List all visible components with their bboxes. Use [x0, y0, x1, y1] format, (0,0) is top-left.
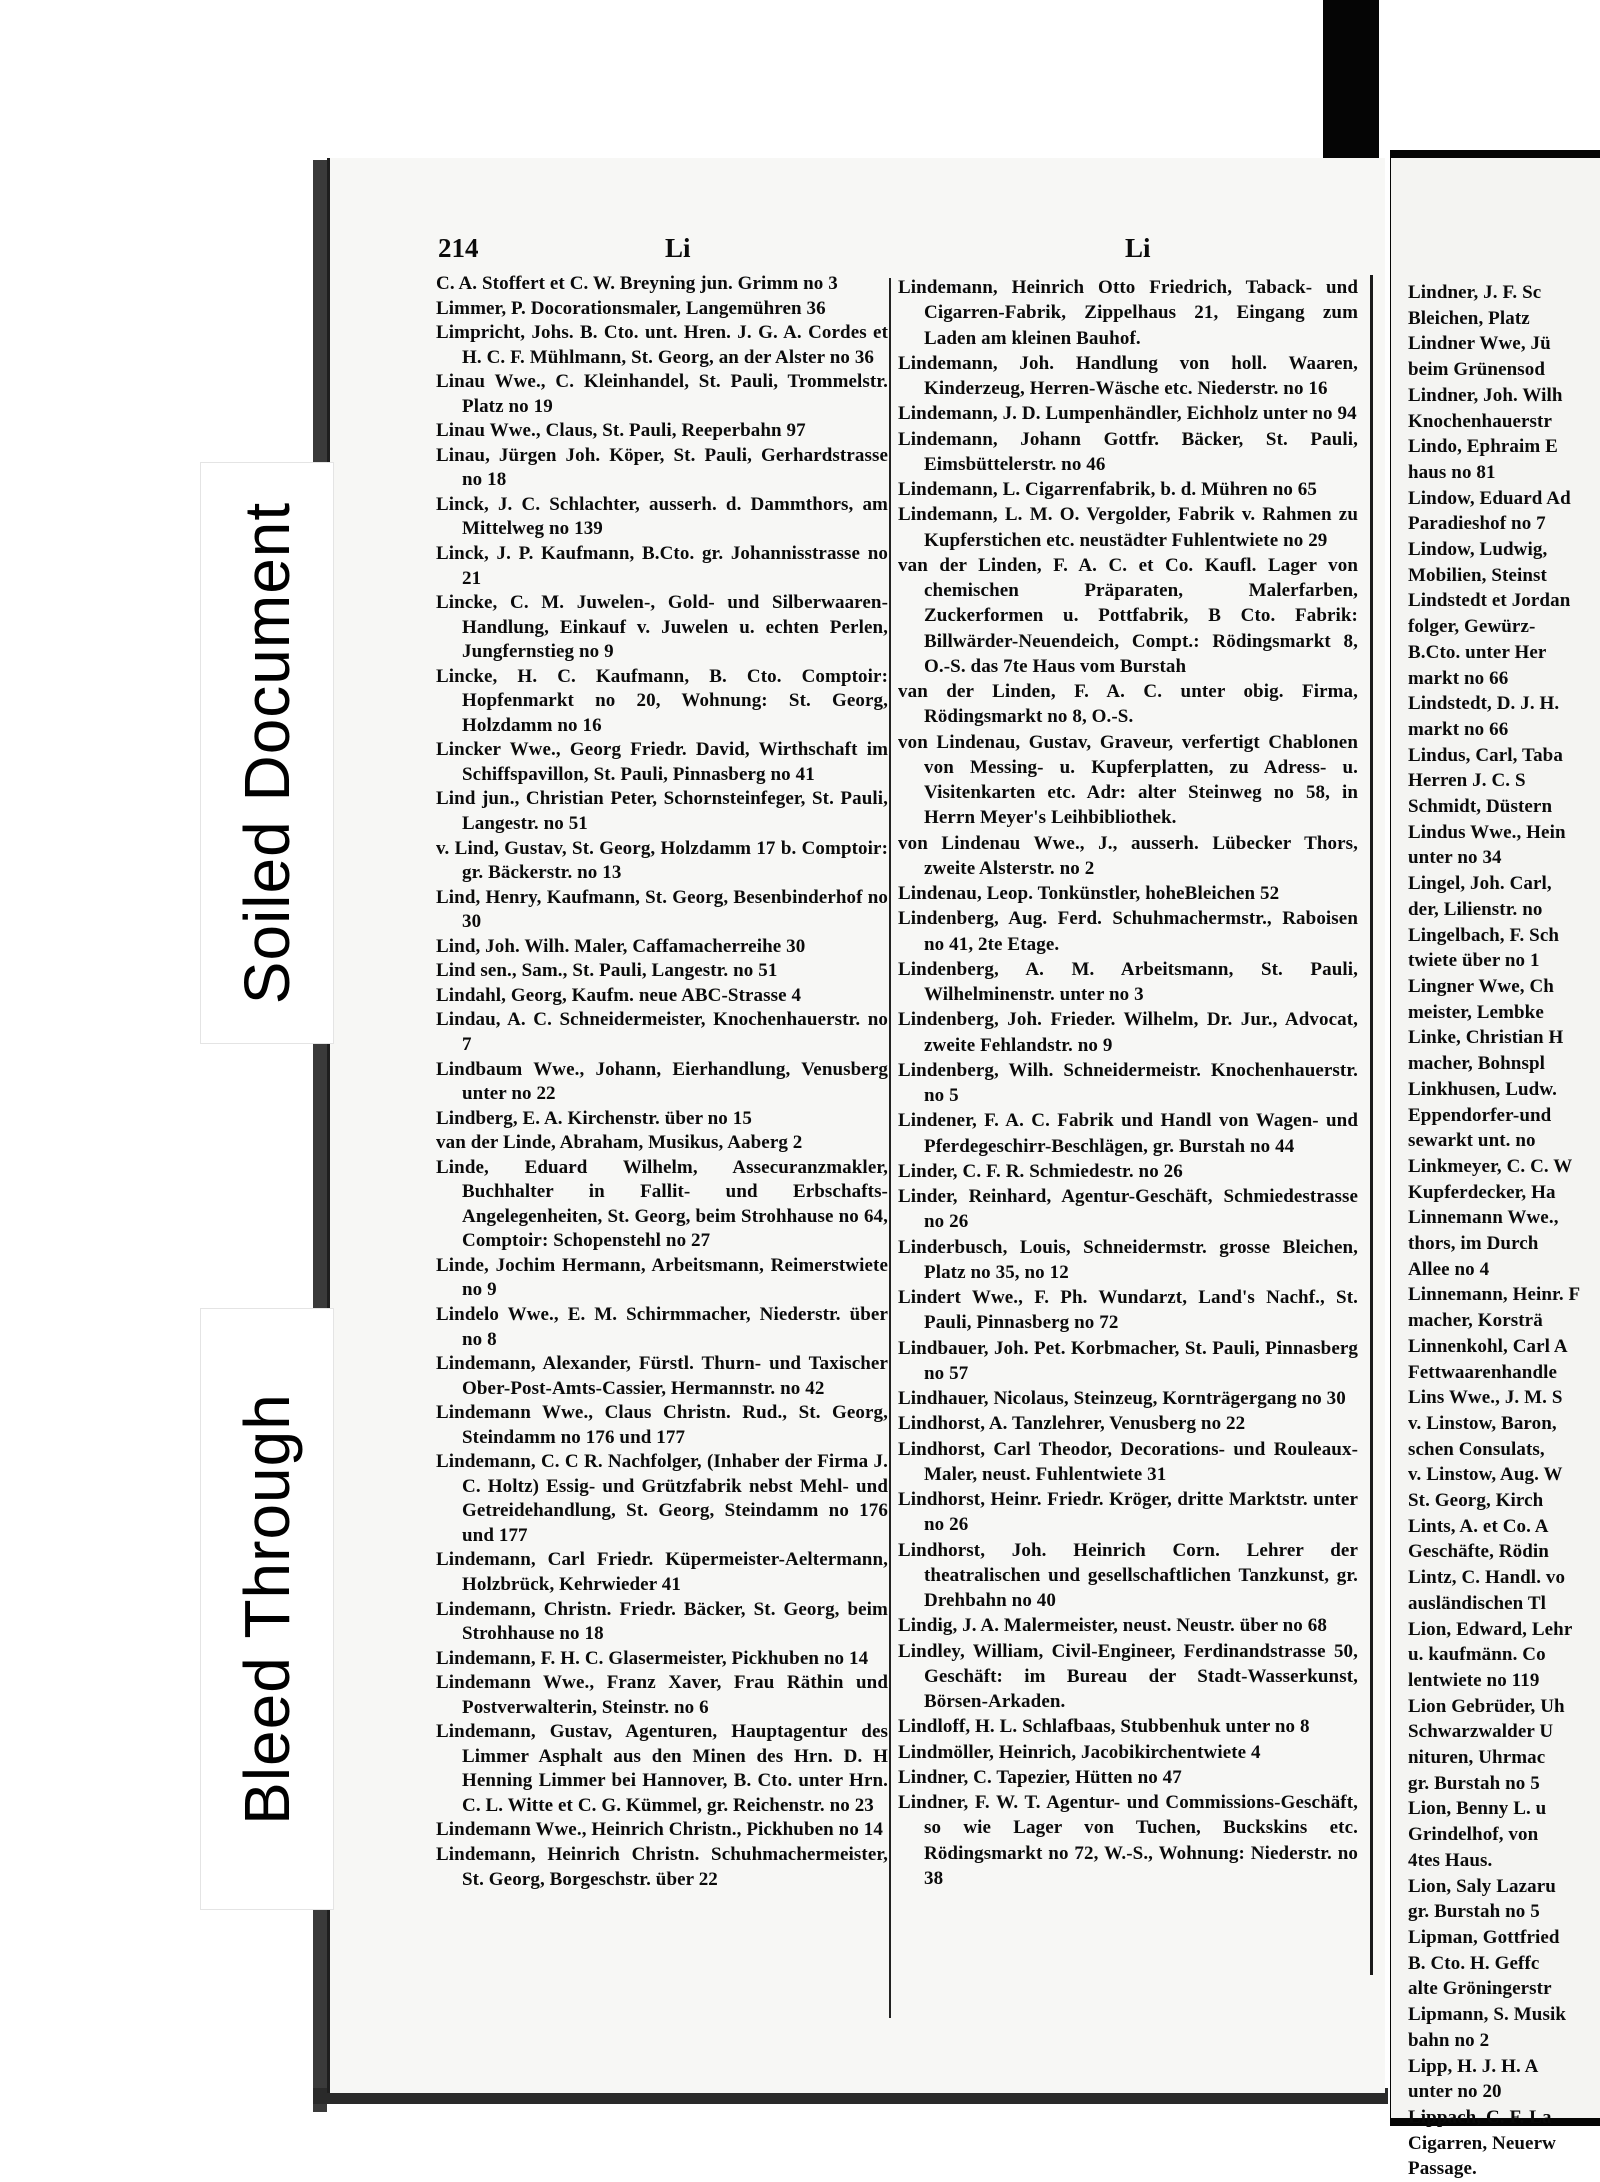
directory-entry: Lindhorst, A. Tanzlehrer, Venusberg no 22: [898, 1413, 1246, 1435]
directory-entry: Lipp, H. J. H. A: [1408, 2055, 1539, 2077]
directory-entry: v. Linstow, Aug. W: [1408, 1464, 1563, 1486]
directory-entry: Lind jun., Christian Peter, Schornsteinfeger, St. Pauli, Langestr. no 51: [436, 788, 888, 835]
directory-entry: Lindberg, E. A. Kirchenstr. über no 15: [436, 1107, 752, 1129]
directory-entry: Lindemann, Heinrich Otto Friedrich, Taback- und Cigarren-Fabrik, Zippelhaus 21, Eingang zum Laden am kleinen Bauhof.: [898, 277, 1358, 349]
directory-entry: v. Linstow, Baron,: [1408, 1412, 1557, 1434]
middle-column: [898, 275, 1358, 2030]
directory-entry: Eppendorfer-und: [1408, 1104, 1552, 1126]
directory-entry: meister, Lembke: [1408, 1001, 1544, 1023]
directory-entry: Lingel, Joh. Carl,: [1408, 873, 1552, 895]
directory-entry: markt no 66: [1408, 667, 1509, 689]
directory-entry: B.Cto. unter Her: [1408, 641, 1547, 663]
directory-entry: Linnemann, Heinr. F: [1408, 1284, 1581, 1306]
directory-entry: Lindau, A. C. Schneidermeister, Knochenhauerstr. no 7: [436, 1009, 888, 1055]
directory-entry: beim Grünensod: [1408, 359, 1546, 381]
directory-entry: Limpricht, Johs. B. Cto. unt. Hren. J. G. A. Cordes et H. C. F. Mühlmann, St. Georg, an der Alster no 36: [436, 322, 888, 368]
directory-entry: Lindner, C. Tapezier, Hütten no 47: [898, 1766, 1182, 1788]
directory-entry: 4tes Haus.: [1408, 1849, 1493, 1871]
directory-entry: van der Linden, F. A. C. unter obig. Firma, Rödingsmarkt no 8, O.-S.: [898, 681, 1358, 728]
directory-entry: Lindenberg, A. M. Arbeitsmann, St. Pauli, Wilhelminenstr. unter no 3: [898, 958, 1358, 1005]
directory-entry: Lindner, Joh. Wilh: [1408, 384, 1563, 406]
directory-entry: Lindhorst, Heinr. Friedr. Kröger, dritte Marktstr. unter no 26: [898, 1489, 1358, 1536]
directory-entry: Lindstedt, D. J. H.: [1408, 693, 1560, 715]
directory-entry: Schmidt, Düstern: [1408, 796, 1553, 818]
directory-entry: Lincker Wwe., Georg Friedr. David, Wirthschaft im Schiffspavillon, St. Pauli, Pinnasberg no 41: [436, 739, 888, 785]
directory-entry: Lindemann, C. C R. Nachfolger, (Inhaber der Firma J. C. Holtz) Essig- und Grützfabrik nebst Mehl- und Getreidehandlung, St. Georg, Steindamm no 176 und 177: [436, 1451, 888, 1546]
directory-entry: v. Lind, Gustav, St. Georg, Holzdamm 17 b. Comptoir: gr. Bäckerstr. no 13: [436, 837, 888, 884]
page-number: 214: [438, 233, 479, 263]
directory-entry: sewarkt unt. no: [1408, 1130, 1536, 1152]
directory-entry: Lindelo Wwe., E. M. Schirmmacher, Niederstr. über no 8: [436, 1303, 888, 1350]
directory-entry: Lindemann, J. D. Lumpenhändler, Eichholz unter no 94: [898, 403, 1357, 425]
directory-entry: Linck, J. C. Schlachter, ausserh. d. Dammthors, am Mittelweg no 139: [436, 493, 888, 540]
directory-entry: Lion, Edward, Lehr: [1408, 1618, 1573, 1640]
directory-entry: Lindenberg, Wilh. Schneidermeistr. Knochenhauerstr. no 5: [898, 1059, 1358, 1106]
directory-entry: twiete über no 1: [1408, 950, 1540, 972]
directory-entry: Lindig, J. A. Malermeister, neust. Neustr. über no 68: [898, 1615, 1327, 1637]
directory-entry: Herren J. C. S: [1408, 770, 1526, 792]
directory-entry: Lipmann, S. Musik: [1408, 2004, 1566, 2026]
directory-entry: Lindenberg, Aug. Ferd. Schuhmachermstr., Raboisen no 41, 2te Etage.: [898, 908, 1358, 955]
directory-entry: Lind, Henry, Kaufmann, St. Georg, Besenbinderhof no 30: [436, 886, 888, 933]
directory-entry: Grindelhof, von: [1408, 1824, 1539, 1846]
directory-entry: van der Linde, Abraham, Musikus, Aaberg 2: [436, 1132, 803, 1154]
directory-entry: Lindenberg, Joh. Frieder. Wilhelm, Dr. Jur., Advocat, zweite Fehlandstr. no 9: [898, 1009, 1358, 1056]
directory-entry: macher, Bohnspl: [1408, 1053, 1545, 1075]
directory-entry: Linau Wwe., C. Kleinhandel, St. Pauli, Trommelstr. Platz no 19: [436, 371, 888, 417]
directory-entry: ausländischen Tl: [1408, 1592, 1547, 1614]
directory-entry: Lindener, F. A. C. Fabrik und Handl von Wagen- und Pferdegeschirr-Beschlägen, gr. Burstah no 44: [898, 1110, 1358, 1157]
directory-entry: markt no 66: [1408, 718, 1509, 740]
directory-entry: Lindhorst, Joh. Heinrich Corn. Lehrer der theatralischen und gesellschaftlichen Tanzkunst, gr. Drehbahn no 40: [898, 1539, 1358, 1611]
directory-entry: Linck, J. P. Kaufmann, B.Cto. gr. Johannisstrasse no 21: [436, 543, 888, 589]
directory-entry: Lindemann Wwe., Heinrich Christn., Pickhuben no 14: [436, 1819, 884, 1841]
directory-entry: Linder, C. F. R. Schmiedestr. no 26: [898, 1160, 1183, 1182]
directory-entry: Lion Gebrüder, Uh: [1408, 1695, 1565, 1717]
directory-entry: Kupferdecker, Ha: [1408, 1181, 1556, 1203]
directory-entry: Lindemann, L. M. O. Vergolder, Fabrik v. Rahmen zu Kupferstichen etc. neustädter Fuhlentwiete no 29: [898, 504, 1358, 551]
directory-entry: Linderbusch, Louis, Schneidermstr. grosse Bleichen, Platz no 35, no 12: [898, 1236, 1358, 1283]
directory-entry: Lindner, F. W. T. Agentur- und Commissions-Geschäft, so wie Lager von Tuchen, Buckskins etc. Rödingsmarkt no 72, W.-S., Wohnung: Niederstr. no 38: [898, 1792, 1358, 1889]
directory-entry: Lindemann, Christn. Friedr. Bäcker, St. Georg, beim Strohhause no 18: [436, 1598, 888, 1645]
directory-entry: Lindo, Ephraim E: [1408, 436, 1558, 458]
directory-entry: Geschäfte, Rödin: [1408, 1541, 1549, 1563]
directory-entry: lentwiete no 119: [1408, 1669, 1540, 1691]
directory-entry: Lindahl, Georg, Kaufm. neue ABC-Strasse 4: [436, 984, 802, 1006]
directory-entry: unter no 20: [1408, 2081, 1502, 2103]
directory-entry: Passage.: [1408, 2158, 1477, 2180]
directory-entry: Allee no 4: [1408, 1258, 1490, 1280]
directory-entry: Lindemann, Joh. Handlung von holl. Waaren, Kinderzeug, Herren-Wäsche etc. Niederstr. no 16: [898, 352, 1358, 399]
directory-entry: Cigarren, Neuerw: [1408, 2132, 1556, 2154]
top-black-band: [1323, 0, 1379, 178]
directory-entry: Lincke, H. C. Kaufmann, B. Cto. Comptoir: Hopfenmarkt no 20, Wohnung: St. Georg, Holzdamm no 16: [436, 665, 888, 736]
directory-entry: Lindenau, Leop. Tonkünstler, hoheBleichen 52: [898, 883, 1280, 904]
directory-entry: Lindemann, F. H. C. Glasermeister, Pickhuben no 14: [436, 1647, 869, 1669]
directory-entry: Lippach, C. F. La: [1408, 2106, 1552, 2128]
directory-entry: Schwarzwalder U: [1408, 1721, 1554, 1743]
directory-entry: Lindhorst, Carl Theodor, Decorations- und Rouleaux-Maler, neust. Fuhlentwiete 31: [898, 1438, 1358, 1485]
directory-entry: alte Gröningerstr: [1408, 1978, 1552, 2000]
directory-entry: unter no 34: [1408, 847, 1502, 869]
directory-entry: Linkhusen, Ludw.: [1408, 1078, 1557, 1100]
bleed-through-label-text: Bleed Through: [231, 1393, 303, 1825]
directory-entry: u. kaufmänn. Co: [1408, 1644, 1546, 1666]
directory-entry: Lintz, C. Handl. vo: [1408, 1567, 1566, 1589]
directory-entry: Paradieshof no 7: [1408, 513, 1546, 535]
directory-entry: Lindert Wwe., F. Ph. Wundarzt, Land's Nachf., St. Pauli, Pinnasberg no 72: [898, 1287, 1358, 1334]
directory-entry: Lind, Joh. Wilh. Maler, Caffamacherreihe 30: [436, 935, 806, 957]
directory-entry: Fettwaarenhandle: [1408, 1361, 1558, 1383]
directory-entry: Lindhauer, Nicolaus, Steinzeug, Kornträgergang no 30: [898, 1388, 1346, 1409]
directory-entry: Lindemann, Carl Friedr. Küpermeister-Aeltermann, Holzbrück, Kehrwieder 41: [436, 1549, 888, 1595]
directory-entry: Lindow, Ludwig,: [1408, 539, 1548, 561]
directory-entry: nituren, Uhrmac: [1408, 1747, 1546, 1769]
directory-entry: Lingner Wwe, Ch: [1408, 975, 1554, 997]
directory-entry: Linau, Jürgen Joh. Köper, St. Pauli, Gerhardstrasse no 18: [436, 444, 888, 491]
directory-entry: Lion, Benny L. u: [1408, 1798, 1547, 1820]
directory-entry: Lindemann, Alexander, Fürstl. Thurn- und Taxischer Ober-Post-Amts-Cassier, Hermannstr. no 42: [436, 1353, 888, 1399]
directory-entry: Lindemann, Heinrich Christn. Schuhmachermeister, St. Georg, Borgeschstr. über 22: [436, 1844, 888, 1890]
directory-entry: Linau Wwe., Claus, St. Pauli, Reeperbahn 97: [436, 420, 806, 442]
directory-entry: Lindus, Carl, Taba: [1408, 744, 1563, 766]
directory-entry: Lindley, William, Civil-Engineer, Ferdinandstrasse 50, Geschäft: im Bureau der Stadt-Wasserkunst, Börsen-Arkaden.: [898, 1640, 1358, 1712]
directory-entry: thors, im Durch: [1408, 1233, 1539, 1255]
directory-entry: Linnenkohl, Carl A: [1408, 1335, 1568, 1357]
directory-entry: Linnemann Wwe.,: [1408, 1207, 1559, 1229]
directory-entry: Linder, Reinhard, Agentur-Geschäft, Schmiedestrasse no 26: [898, 1186, 1358, 1233]
directory-entry: Lins Wwe., J. M. S: [1408, 1387, 1563, 1409]
left-column: [436, 272, 888, 2032]
running-header-left: Li: [665, 233, 691, 263]
directory-entry: folger, Gewürz-: [1408, 616, 1536, 638]
directory-entry: Bleichen, Platz: [1408, 307, 1530, 329]
bleed-through-label: [200, 1308, 334, 1910]
directory-entry: Linde, Eduard Wilhelm, Assecuranzmakler, Buchhalter in Fallit- und Erbschafts-Angelegenheiten, St. Georg, beim Strohhause no 64, Comptoir: Schopenstehl no 27: [436, 1156, 888, 1252]
directory-entry: Lindemann, Johann Gottfr. Bäcker, St. Pauli, Eimsbüttelerstr. no 46: [898, 428, 1358, 475]
directory-entry: haus no 81: [1408, 461, 1496, 483]
running-header-right: Li: [1125, 233, 1151, 263]
right-page-column: [1408, 280, 1598, 2180]
directory-entry: Lindemann Wwe., Claus Christn. Rud., St. Georg, Steindamm no 176 und 177: [436, 1402, 888, 1448]
directory-entry: Lindloff, H. L. Schlafbaas, Stubbenhuk unter no 8: [898, 1716, 1310, 1738]
directory-entry: Lindow, Eduard Ad: [1408, 487, 1571, 509]
directory-entry: Lindemann, L. Cigarrenfabrik, b. d. Mühren no 65: [898, 479, 1318, 500]
directory-entry: Lints, A. et Co. A: [1408, 1515, 1549, 1537]
directory-entry: bahn no 2: [1408, 2029, 1490, 2051]
directory-entry: Lindus Wwe., Hein: [1408, 821, 1566, 843]
directory-entry: van der Linden, F. A. C. et Co. Kaufl. Lager von chemischen Präparaten, Malerfarben, Zuckerformen u. Pottfabrik, B Cto. Fabrik: Billwärder-Neuendeich, Compt.: Rödingsmarkt 8, O.-S. das 7te Haus vom Burstah: [898, 554, 1358, 677]
directory-entry: Lindner, J. F. Sc: [1408, 282, 1542, 303]
directory-entry: der, Lilienstr. no: [1408, 898, 1543, 920]
directory-entry: St. Georg, Kirch: [1408, 1490, 1544, 1512]
directory-entry: Lindmöller, Heinrich, Jacobikirchentwiete 4: [898, 1741, 1261, 1763]
directory-entry: Lindstedt et Jordan: [1408, 590, 1571, 612]
directory-entry: Lindbaum Wwe., Johann, Eierhandlung, Venusberg unter no 22: [436, 1058, 888, 1105]
column-divider: [889, 278, 891, 2018]
directory-entry: Linke, Christian H: [1408, 1027, 1564, 1049]
directory-entry: Linde, Jochim Hermann, Arbeitsmann, Reimerstwiete no 9: [436, 1254, 888, 1301]
directory-entry: Linkmeyer, C. C. W: [1408, 1155, 1573, 1177]
directory-entry: Limmer, P. Docorationsmaler, Langemühren 36: [436, 297, 826, 319]
directory-entry: Lindemann, Gustav, Agenturen, Hauptagentur des Limmer Asphalt aus den Minen des Hrn. D. H Henning Limmer bei Hannover, B. Cto. unter Hrn. C. L. Witte et C. G. Kümmel, gr. Reichenstr. no 23: [436, 1721, 888, 1816]
directory-entry: Lind sen., Sam., St. Pauli, Langestr. no 51: [436, 960, 778, 982]
directory-entry: gr. Burstah no 5: [1408, 1772, 1540, 1794]
directory-entry: Lindbauer, Joh. Pet. Korbmacher, St. Pauli, Pinnasberg no 57: [898, 1337, 1358, 1384]
directory-entry: schen Consulats,: [1408, 1438, 1545, 1460]
page-gutter-line: [1370, 275, 1373, 1975]
directory-entry: von Lindenau Wwe., J., ausserh. Lübecker Thors, zweite Alsterstr. no 2: [898, 832, 1358, 879]
directory-entry: gr. Burstah no 5: [1408, 1901, 1540, 1923]
directory-entry: Lipman, Gottfried: [1408, 1927, 1560, 1948]
soiled-document-label: [200, 462, 334, 1044]
directory-entry: Lincke, C. M. Juwelen-, Gold- und Silberwaaren-Handlung, Einkauf v. Juwelen u. echten Perlen, Jungfernstieg no 9: [436, 592, 888, 663]
directory-entry: von Lindenau, Gustav, Graveur, verfertigt Chablonen von Messing- u. Kupferplatten, zu Adress- u. Visitenkarten etc. Adr: alter Steinweg no 58, in Herrn Meyer's Leihbibliothek.: [898, 731, 1358, 829]
directory-entry: Lingelbach, F. Sch: [1408, 924, 1560, 946]
directory-entry: Lindner Wwe, Jü: [1408, 333, 1551, 355]
directory-entry: Mobilien, Steinst: [1408, 564, 1547, 586]
directory-entry: B. Cto. H. Geffc: [1408, 1952, 1540, 1974]
directory-entry: Knochenhauerstr: [1408, 410, 1552, 432]
directory-entry: Lindemann Wwe., Franz Xaver, Frau Räthin und Postverwalterin, Steinstr. no 6: [436, 1672, 888, 1718]
directory-entry: C. A. Stoffert et C. W. Breyning jun. Grimm no 3: [436, 273, 838, 294]
soiled-document-label-text: Soiled Document: [231, 501, 303, 1005]
directory-entry: Lion, Saly Lazaru: [1408, 1875, 1556, 1897]
directory-entry: macher, Korsträ: [1408, 1310, 1543, 1332]
